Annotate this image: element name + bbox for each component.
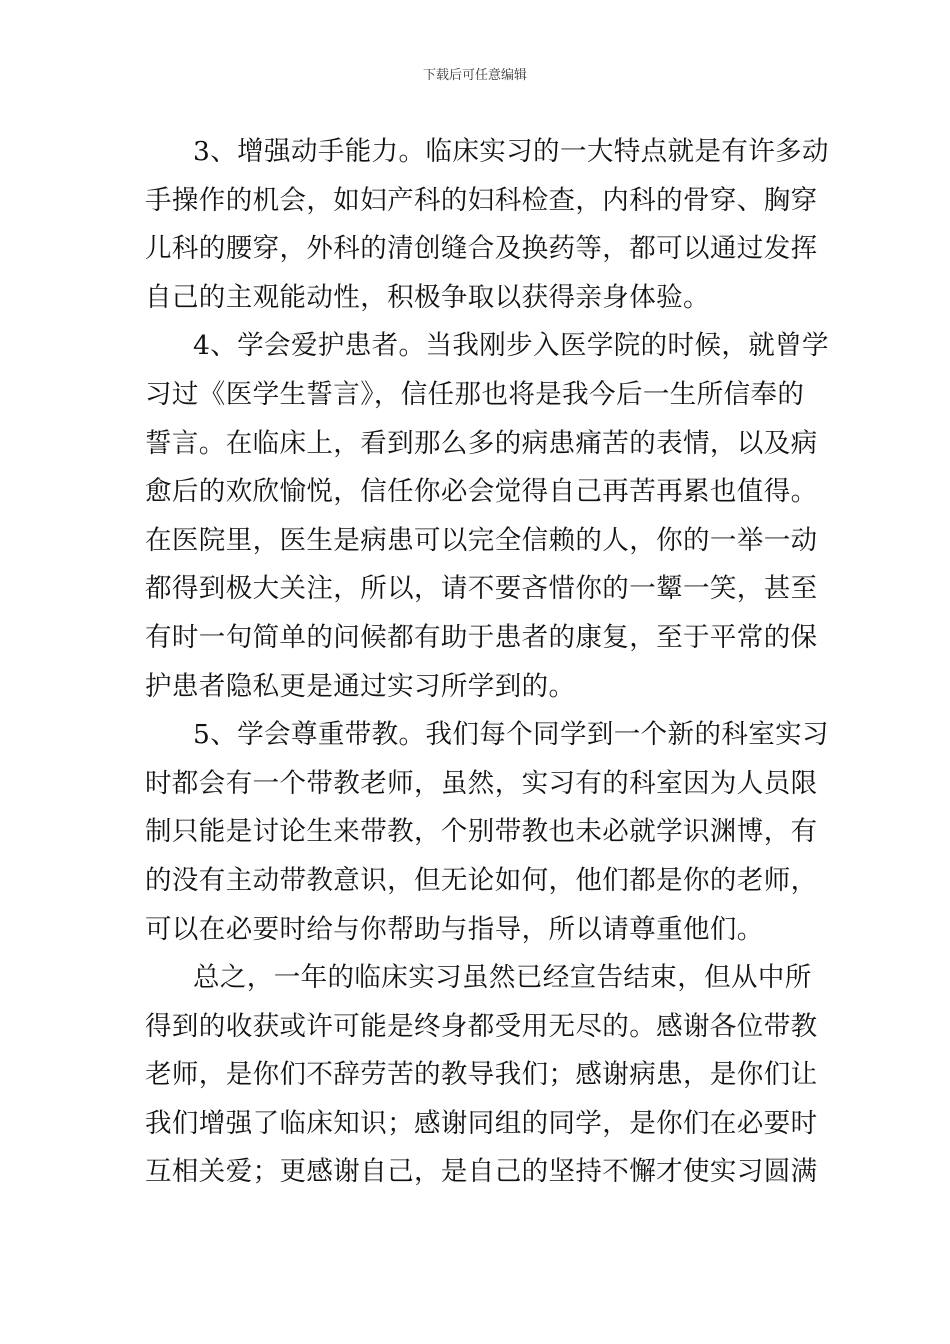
- paragraph-skills: [145, 128, 829, 322]
- paragraph-line: 在医院里，医生是病患可以完全信赖的人，你的一举一动: [145, 524, 818, 556]
- paragraph-line: 5、学会尊重带教。我们每个同学到一个新的科室实习: [193, 719, 829, 751]
- paragraph-line: 制只能是讨论生来带教，个别带教也未必就学识渊博，有: [145, 816, 818, 848]
- paragraph-line: 总之，一年的临床实习虽然已经宣告结束，但从中所: [193, 962, 812, 994]
- paragraph-conclusion: [145, 954, 818, 1197]
- paragraph-line: 可以在必要时给与你帮助与指导，所以请尊重他们。: [145, 913, 764, 945]
- paragraph-line: 习过《医学生誓言》，信任那也将是我今后一生所信奉的: [145, 378, 805, 410]
- paragraph-line: 都得到极大关注，所以，请不要吝惜你的一颦一笑，甚至: [145, 573, 818, 605]
- page-header-note: 下载后可任意编辑: [422, 68, 527, 83]
- paragraph-line: 自己的主观能动性，积极争取以获得亲身体验。: [145, 281, 710, 313]
- paragraph-teachers: [145, 711, 829, 954]
- paragraph-patients: [145, 322, 829, 711]
- paragraph-line: 手操作的机会，如妇产科的妇科检查，内科的骨穿、胸穿: [145, 184, 818, 216]
- paragraph-line: 誓言。在临床上，看到那么多的病患痛苦的表情，以及病: [145, 427, 818, 459]
- paragraph-line: 愈后的欢欣愉悦，信任你必会觉得自己再苦再累也值得。: [145, 476, 818, 508]
- paragraph-line: 得到的收获或许可能是终身都受用无尽的。感谢各位带教: [145, 1010, 818, 1042]
- paragraph-line: 互相关爱；更感谢自己，是自己的坚持不懈才使实习圆满: [145, 1156, 818, 1188]
- paragraph-line: 护患者隐私更是通过实习所学到的。: [145, 670, 576, 702]
- document-body: [145, 128, 829, 1197]
- paragraph-line: 3、增强动手能力。临床实习的一大特点就是有许多动: [193, 136, 829, 167]
- paragraph-line: 儿科的腰穿，外科的清创缝合及换药等，都可以通过发挥: [145, 233, 818, 265]
- paragraph-line: 的没有主动带教意识，但无论如何，他们都是你的老师，: [145, 864, 818, 896]
- paragraph-line: 有时一句简单的问候都有助于患者的康复，至于平常的保: [145, 621, 818, 653]
- paragraph-line: 4、学会爱护患者。当我刚步入医学院的时候，就曾学: [193, 330, 829, 362]
- paragraph-line: 时都会有一个带教老师，虽然，实习有的科室因为人员限: [145, 767, 818, 799]
- paragraph-line: 老师，是你们不辞劳苦的教导我们；感谢病患，是你们让: [145, 1059, 818, 1091]
- paragraph-line: 我们增强了临床知识；感谢同组的同学，是你们在必要时: [145, 1107, 818, 1139]
